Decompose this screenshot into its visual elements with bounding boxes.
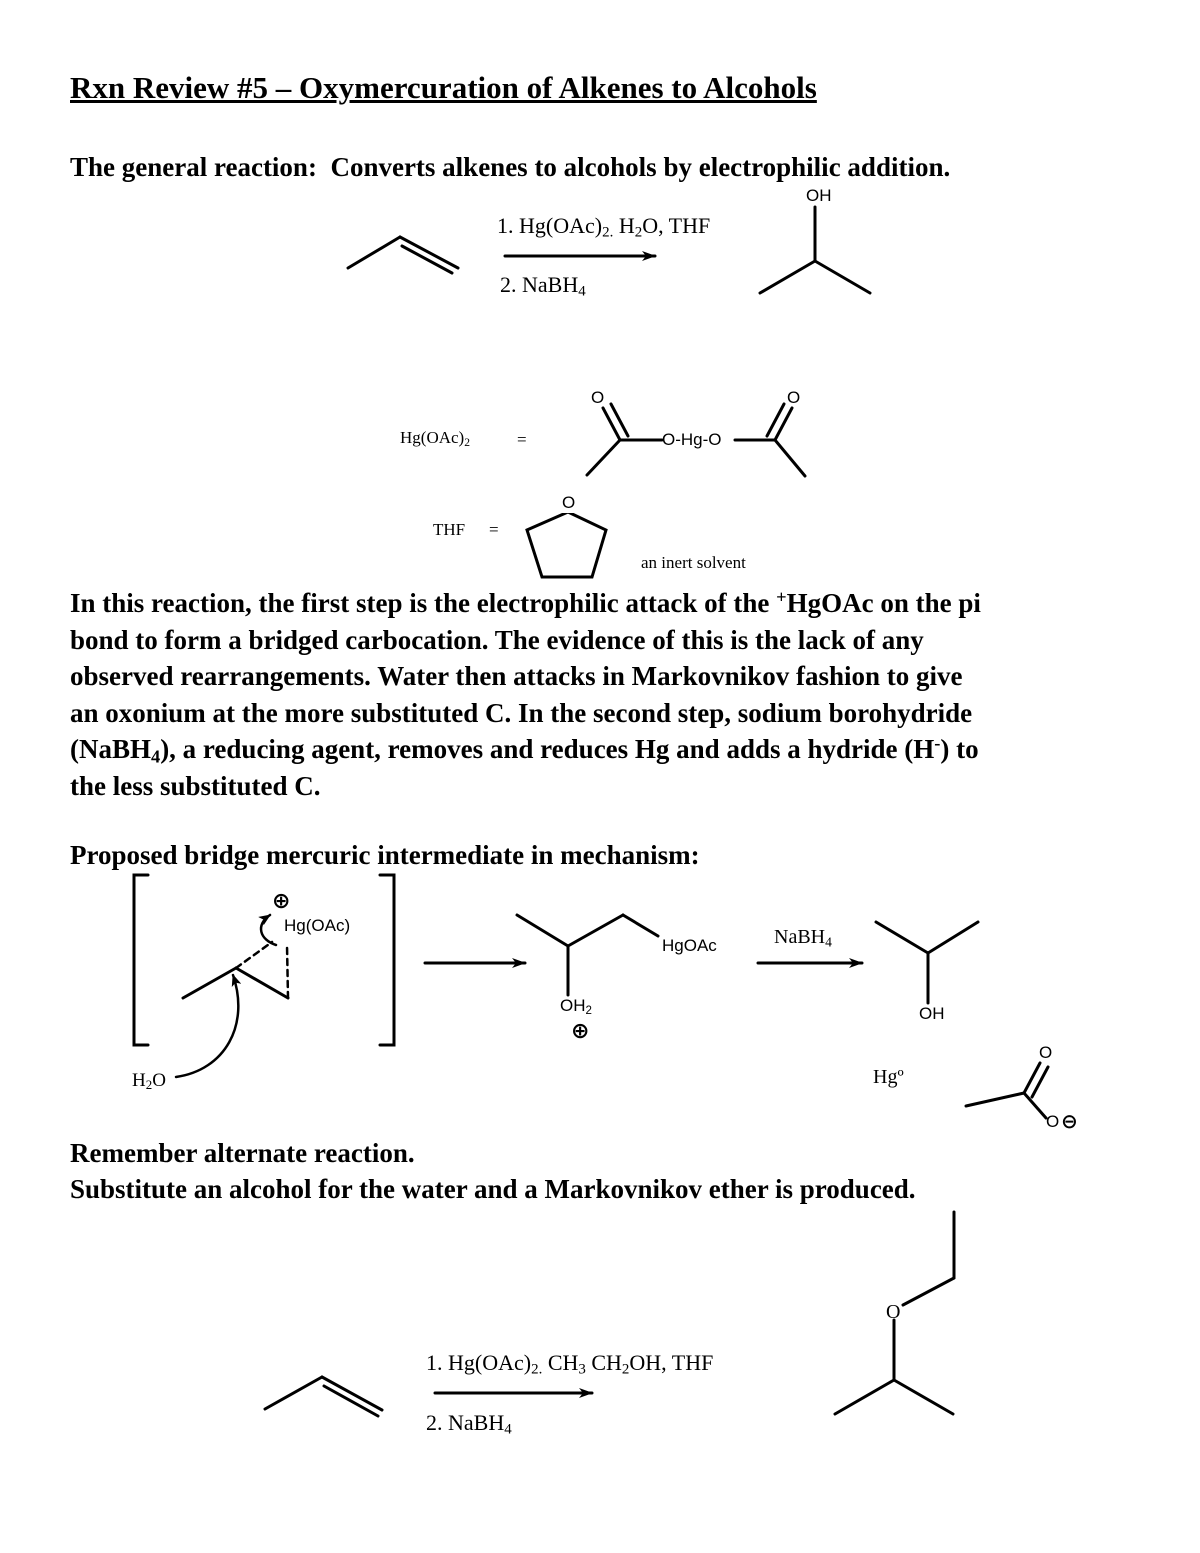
mechanism-product-structure: [876, 922, 978, 1003]
reaction1-step1: [497, 213, 710, 239]
reaction1-step1-mid: H: [613, 213, 635, 238]
water-label: [132, 1070, 166, 1092]
general-reaction-label: The general reaction:: [70, 152, 317, 182]
reaction1-step2: [500, 272, 586, 298]
paragraph-line-3: observed rearrangements. Water then attacks in Markovnikov fashion to give: [70, 661, 963, 691]
reaction1-step1-suffix: O, THF: [642, 213, 711, 238]
thf-oxygen: O: [562, 493, 576, 512]
paragraph-line-4: an oxonium at the more substituted C. In the second step, sodium borohydride: [70, 697, 973, 728]
inert-solvent-note: an inert solvent: [641, 553, 746, 572]
hgoac2-equals: =: [517, 430, 527, 449]
page-title: Rxn Review #5 – Oxymercuration of Alkenes to Alcohols: [70, 70, 817, 105]
carbonyl-o-right: O: [787, 388, 801, 407]
water-o: O: [152, 1070, 166, 1091]
oxonium-plus-charge: ⊕: [571, 1018, 590, 1043]
bridged-intermediate-structure: [183, 942, 288, 998]
alt-step1-sub: 2.: [531, 1361, 543, 1378]
o-hg-o-chain: O-Hg-O: [662, 430, 722, 449]
isopropanol-structure: [760, 207, 870, 293]
bridged-hgoac-label: Hg(OAc): [284, 916, 351, 935]
alt-step1-mid2: CH: [585, 1350, 622, 1375]
reaction1-step1-sub2: 2: [634, 224, 643, 241]
left-bracket: [134, 875, 148, 1045]
alt-step2: [426, 1410, 512, 1436]
alt-step1-mid: CH: [542, 1350, 579, 1375]
ether-oxygen: O: [886, 1301, 901, 1323]
paragraph-line-5-sub: 4: [151, 746, 161, 767]
curved-arrow-water: [176, 975, 238, 1077]
hgoac2-text: Hg(OAc): [400, 428, 465, 447]
alt-step2-sub: 4: [504, 1421, 512, 1438]
alt-step2-text: 2. NaBH: [426, 1410, 505, 1435]
isopropanol-oh-label: OH: [806, 186, 832, 205]
paragraph-line-1: [70, 585, 1160, 622]
acetate-carbonyl-o: O: [1039, 1043, 1053, 1062]
alt-step1-text: 1. Hg(OAc): [426, 1350, 532, 1375]
paragraph-line-5a: (NaBH: [70, 734, 151, 764]
paragraph-line-5: [70, 731, 1160, 768]
nabh4-text: NaBH: [774, 926, 826, 948]
alt-step1-sub2: 3: [578, 1361, 586, 1378]
hgoac2-label: [400, 428, 470, 448]
alt-step1-sub3: 2: [621, 1361, 630, 1378]
reaction1-step1-sub: 2.: [602, 224, 614, 241]
alternate-line-1: Remember alternate reaction.: [70, 1138, 415, 1168]
thf-ring: [527, 512, 606, 577]
acetate-o-minus: O: [1046, 1112, 1060, 1131]
alt-propene-structure: [265, 1377, 382, 1416]
hg-plus-charge: ⊕: [272, 888, 291, 913]
carbonyl-o-left: O: [591, 388, 605, 407]
oh2-text: OH: [560, 996, 586, 1015]
alternate-line-2: Substitute an alcohol for the water and a Markovnikov ether is produced.: [70, 1174, 916, 1204]
mercury-zero-label: Hgº: [873, 1066, 904, 1088]
oh2-sub: 2: [585, 1004, 592, 1017]
paragraph-plus-sup: +: [776, 586, 787, 607]
acetate-structure: [966, 1063, 1048, 1118]
alt-step1-suffix: OH, THF: [629, 1350, 714, 1375]
mechanism-heading: Proposed bridge mercuric intermediate in mechanism:: [70, 840, 700, 870]
paragraph-line-5-sup: -: [934, 732, 941, 753]
mechanism-product-oh: OH: [919, 1004, 945, 1023]
hgoac2-sub: 2: [464, 435, 470, 449]
water-h: H: [132, 1070, 146, 1091]
propene-structure: [348, 237, 458, 273]
thf-equals: =: [489, 520, 499, 539]
paragraph-line-2: bond to form a bridged carbocation. The evidence of this is the lack of any: [70, 624, 924, 655]
nabh4-sub: 4: [825, 934, 832, 950]
paragraph-line-5c: ) to: [940, 734, 979, 764]
reaction1-step2-text: 2. NaBH: [500, 272, 579, 297]
right-bracket: [380, 875, 394, 1045]
hgoac-label: HgOAc: [662, 936, 717, 955]
oxonium-oh2-label: [560, 996, 592, 1016]
explanation-paragraph: [70, 585, 1160, 804]
reaction1-step2-sub: 4: [578, 283, 586, 300]
nabh4-label: [774, 926, 832, 949]
general-reaction-text: Converts alkenes to alcohols by electrophilic addition.: [330, 152, 951, 182]
curved-arrow-pi: [261, 915, 276, 945]
paragraph-line-6: the less substituted C.: [70, 770, 321, 801]
acetate-minus-charge: ⊖: [1061, 1111, 1078, 1133]
alt-step1: [426, 1350, 713, 1376]
thf-label: THF: [433, 520, 466, 539]
water-sub: 2: [145, 1077, 153, 1093]
paragraph-line-1b: HgOAc on the pi: [786, 588, 981, 618]
paragraph-line-1a: In this reaction, the first step is the electrophilic attack of the: [70, 588, 777, 618]
paragraph-line-5b: ), a reducing agent, removes and reduces Hg and adds a hydride (H: [160, 734, 935, 764]
reaction1-step1-text: 1. Hg(OAc): [497, 213, 603, 238]
oxonium-intermediate-structure: [517, 915, 658, 995]
